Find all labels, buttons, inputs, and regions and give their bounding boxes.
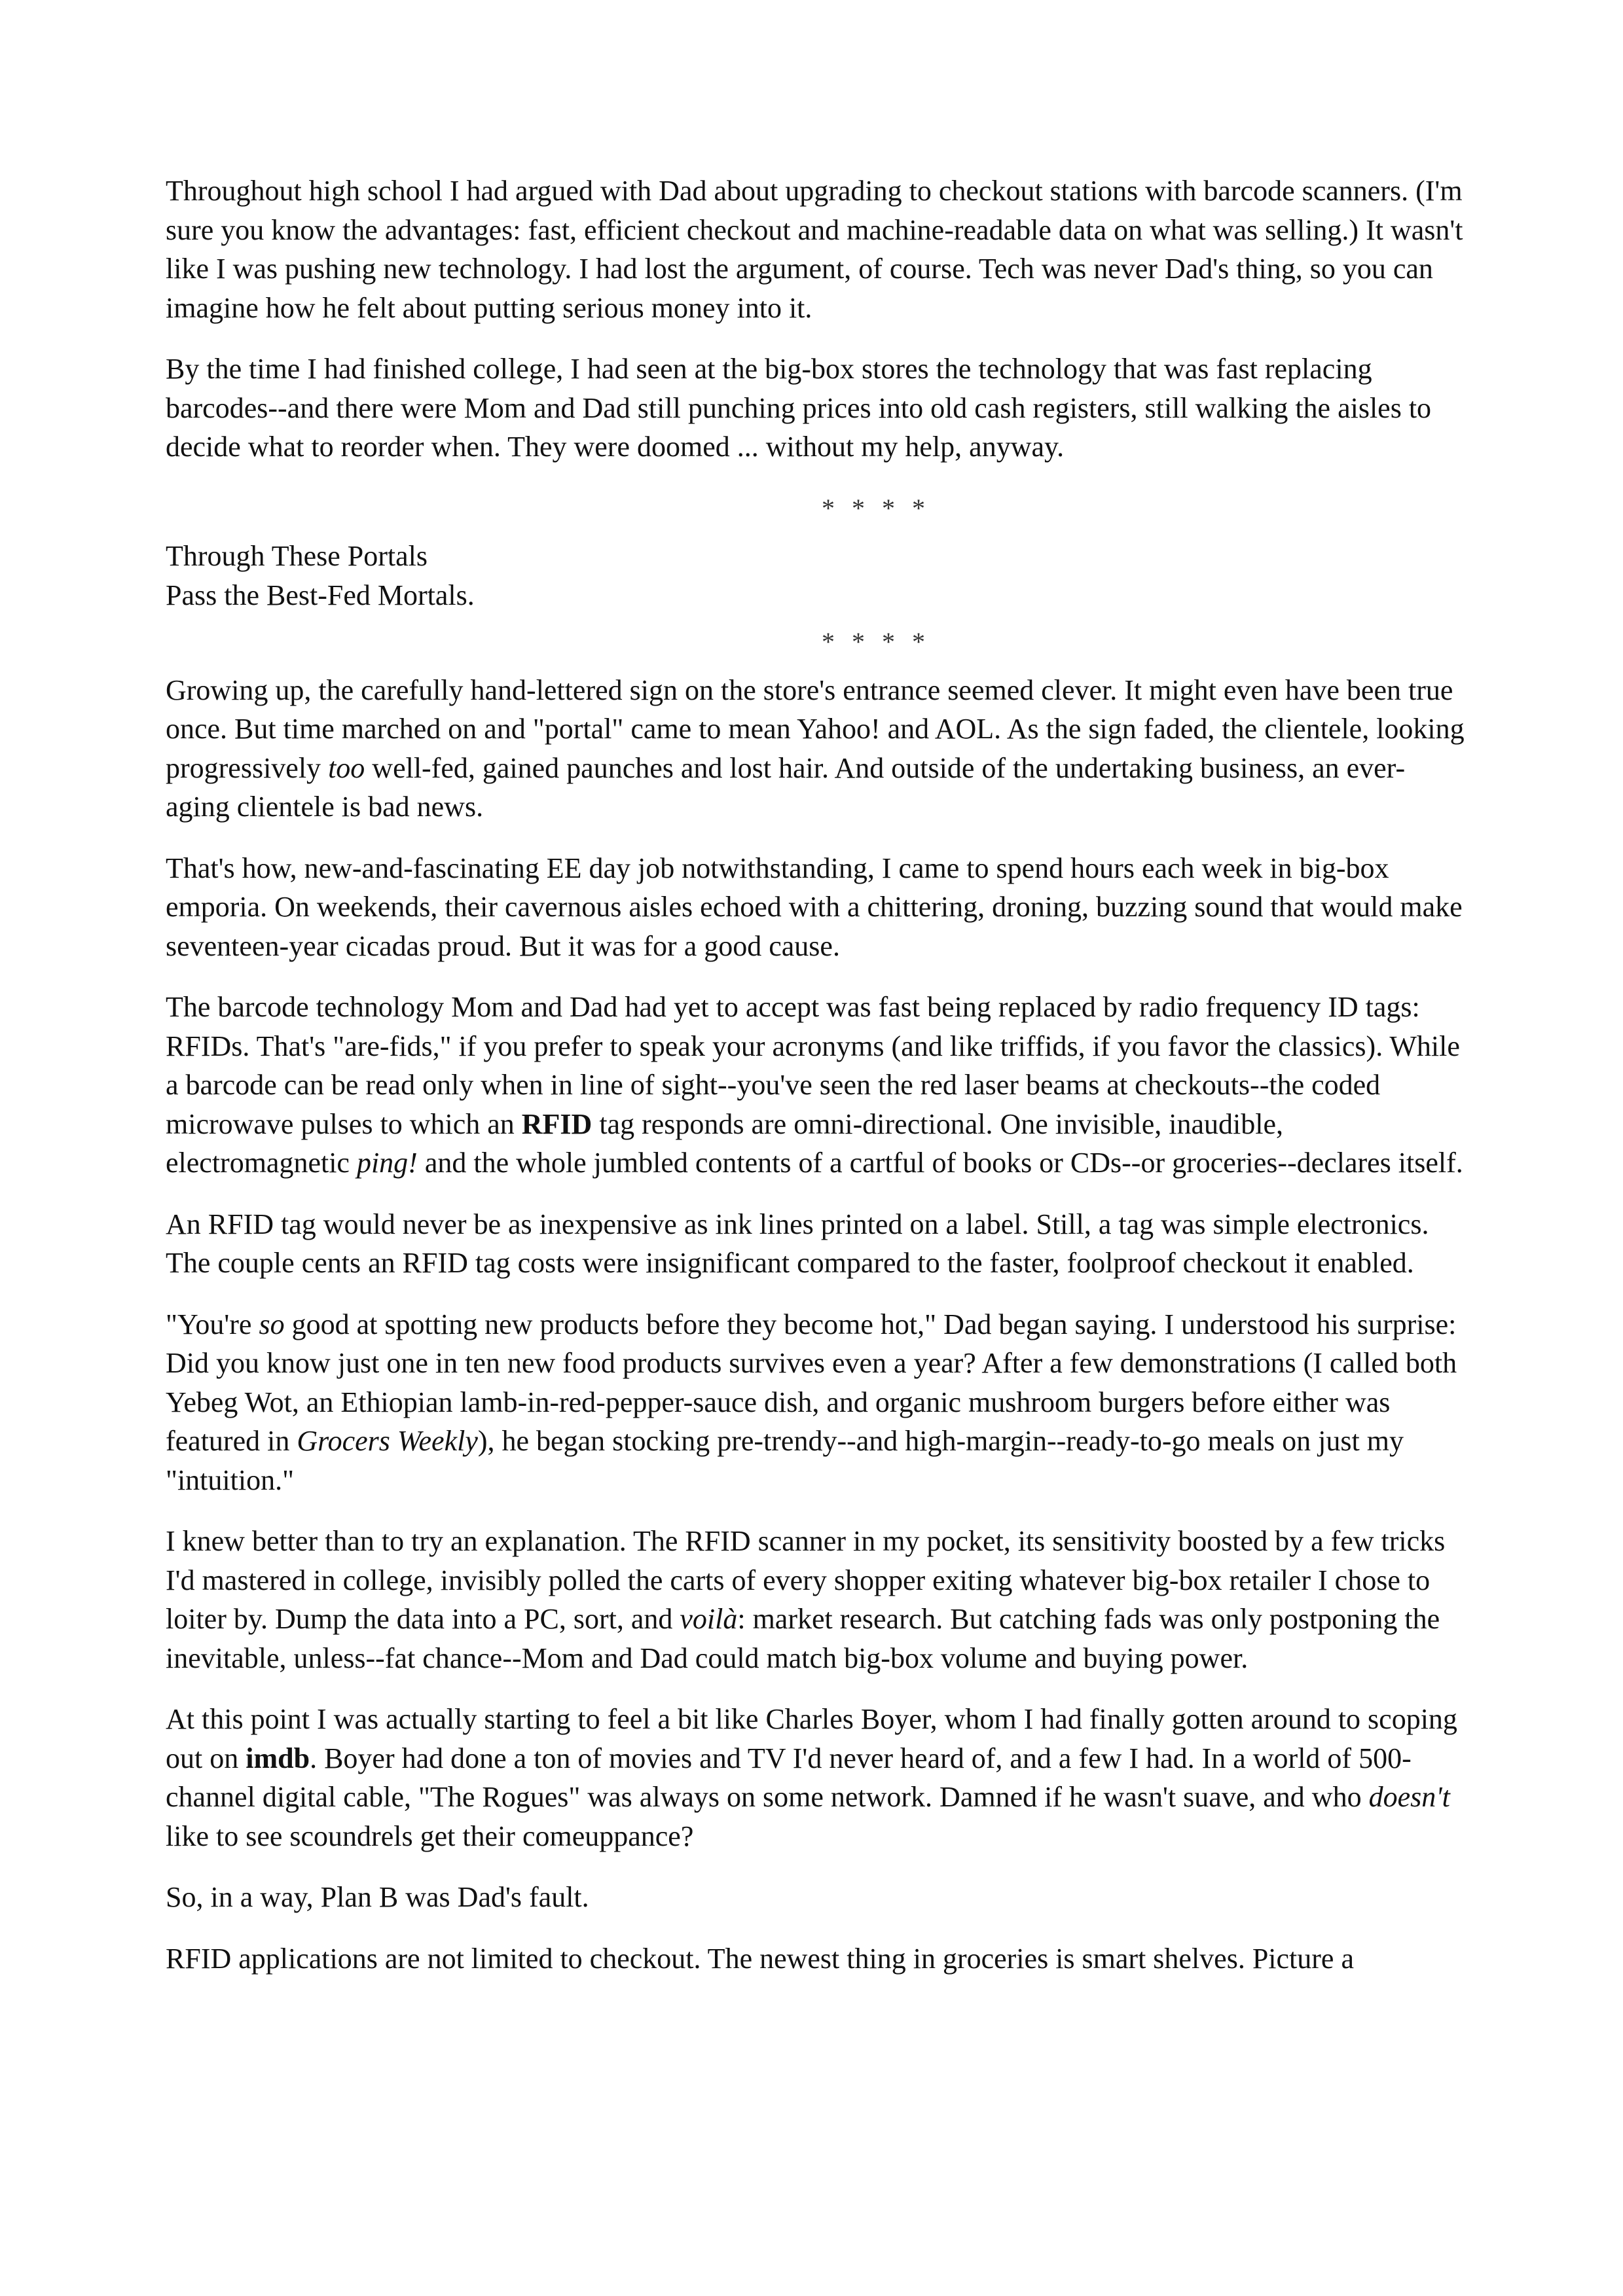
paragraph-11: RFID applications are not limited to checkout. The newest thing in groceries is smart shelves. Picture a xyxy=(166,1942,1354,1975)
paragraph-8 xyxy=(166,1522,1468,1677)
paragraph-9 xyxy=(166,1700,1468,1856)
paragraph-10: So, in a way, Plan B was Dad's fault. xyxy=(166,1881,589,1913)
text-run: tag responds are omni-directional. One invisible, inaudible, electromagnetic xyxy=(166,1107,1284,1179)
text-run: At this point I was actually starting to feel a bit like Charles Boyer, whom I had finally gotten around to scoping out on xyxy=(166,1703,1457,1774)
sign-line-1: Through These Portals xyxy=(166,540,428,572)
emphasis-text: so xyxy=(259,1308,285,1340)
bold-text: RFID xyxy=(521,1107,593,1140)
text-run: "You're xyxy=(166,1308,259,1340)
sign-line-2: Pass the Best-Fed Mortals. xyxy=(166,579,475,611)
text-run: Growing up, the carefully hand-lettered sign on the store's entrance seemed clever. It might even have been true once. But time marched on and "portal" came to mean Yahoo! and AOL. As the sign faded, the clientele, looking progressively xyxy=(166,673,1465,784)
emphasis-text: Grocers Weekly xyxy=(297,1425,478,1457)
text-run: and the whole jumbled contents of a cartful of books or CDs--or groceries--declares itself. xyxy=(417,1147,1463,1179)
emphasis-text: ping! xyxy=(356,1147,418,1179)
emphasis-text: too xyxy=(328,751,365,784)
paragraph-6: An RFID tag would never be as inexpensive as ink lines printed on a label. Still, a tag was simple electronics. The couple cents an RFID tag costs were insignificant compared to the faster, foolproof checkout it enabled. xyxy=(166,1208,1429,1279)
text-run: : market research. But catching fads was only postponing the inevitable, unless--fat chance--Mom and Dad could match big-box volume and buying power. xyxy=(166,1603,1440,1674)
text-run: like to see scoundrels get their comeuppance? xyxy=(166,1820,694,1852)
text-run: good at spotting new products before they become hot," Dad began saying. I understood his surprise: Did you know just one in ten new food products survives even a year? After a few demonstrations (I called both Yebeg Wot, an Ethiopian lamb-in-red-pepper-sauce dish, and organic mushroom burgers before either was featured in xyxy=(166,1308,1457,1457)
paragraph-4: That's how, new-and-fascinating EE day job notwithstanding, I came to spend hours each week in big-box emporia. On weekends, their cavernous aisles echoed with a chittering, droning, buzzing sound that would make seventeen-year cicadas proud. But it was for a good cause. xyxy=(166,852,1463,962)
paragraph-1: Throughout high school I had argued with Dad about upgrading to checkout stations with barcode scanners. (I'm sure you know the advantages: fast, efficient checkout and machine-readable data on what was selling.) It wasn't like I was pushing new technology. I had lost the argument, of course. Tech was never Dad's thing, so you can imagine how he felt about putting serious money into it. xyxy=(166,175,1463,324)
text-run: I knew better than to try an explanation. The RFID scanner in my pocket, its sensitivity boosted by a few tricks I'd mastered in college, invisibly polled the carts of every shopper exiting whatever big-box retailer I chose to loiter by. Dump the data into a PC, sort, and xyxy=(166,1525,1446,1635)
emphasis-text: doesn't xyxy=(1368,1781,1450,1813)
document-page xyxy=(166,171,1468,2000)
paragraph-3 xyxy=(166,671,1468,827)
sign-text xyxy=(166,537,1468,615)
paragraph-7 xyxy=(166,1305,1468,1500)
text-run: . Boyer had done a ton of movies and TV I'd never heard of, and a few I had. In a world of 500-channel digital cable, "The Rogues" was always on some network. Damned if he wasn't suave, and who xyxy=(166,1742,1412,1813)
paragraph-5 xyxy=(166,988,1468,1183)
paragraph-2: By the time I had finished college, I had seen at the big-box stores the technology that was fast replacing barcodes--and there were Mom and Dad still punching prices into old cash registers, still walking the aisles to decide what to reorder when. They were doomed ... without my help, anyway. xyxy=(166,353,1432,463)
text-run: The barcode technology Mom and Dad had yet to accept was fast being replaced by radio frequency ID tags: RFIDs. That's "are-fids," if you prefer to speak your acronyms (and like triffids, if you favor the classics). While a barcode can be read only when in line of sight--you've seen the red laser beams at checkouts--the coded microwave pulses to which an xyxy=(166,991,1460,1140)
bold-text: imdb xyxy=(246,1742,310,1774)
section-separator: * * * * xyxy=(822,493,930,523)
section-separator: * * * * xyxy=(822,627,930,656)
text-run: ), he began stocking pre-trendy--and high-margin--ready-to-go meals on just my "intuition." xyxy=(166,1425,1404,1496)
text-run: well-fed, gained paunches and lost hair. And outside of the undertaking business, an ever-aging clientele is bad news. xyxy=(166,751,1406,823)
emphasis-text: voilà xyxy=(680,1603,738,1635)
